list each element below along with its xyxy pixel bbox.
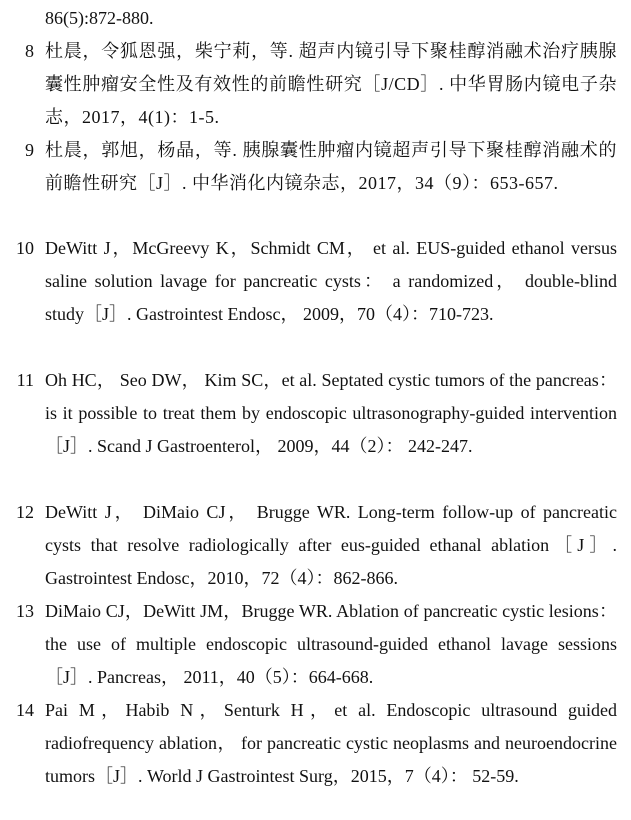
- reference-text: 杜晨，郭旭，杨晶，等. 胰腺囊性肿瘤内镜超声引导下聚桂醇消融术的前瞻性研究［J］. 中华消化内镜杂志，2017，34（9）：653-657.: [45, 140, 617, 193]
- reference-text: DeWitt J， DiMaio CJ， Brugge WR. Long-term follow-up of pancreatic cysts that resolve radiologically after eus-guided ethanal ablation［J］. Gastrointest Endosc，2010，72（4）：862-866.: [45, 502, 617, 588]
- reference-number: 10: [16, 238, 34, 258]
- reference-number: 14: [16, 700, 34, 720]
- reference-number: 12: [16, 502, 34, 522]
- reference-text: Oh HC， Seo DW， Kim SC，et al. Septated cystic tumors of the pancreas： is it possible to treat them by endoscopic ultrasonography-guided intervention［J］. Scand J Gastroenterol， 2009，44（2）： 242-247.: [45, 370, 617, 456]
- reference-text: 杜晨，令狐恩强，柴宁莉，等. 超声内镜引导下聚桂醇消融术治疗胰腺囊性肿瘤安全性及有效性的前瞻性研究［J/CD］. 中华胃肠内镜电子杂志，2017，4(1)：1-5.: [45, 41, 617, 127]
- reference-number: 13: [16, 601, 34, 621]
- reference-text: DeWitt J，McGreevy K，Schmidt CM， et al. EUS-guided ethanol versus saline solution lavage for pancreatic cysts： a randomized， double-blind study［J］. Gastrointest Endosc， 2009，70（4）：710-723.: [45, 238, 617, 324]
- reference-continuation: 86(5):872-880.: [45, 8, 154, 28]
- reference-number: 8: [25, 41, 34, 61]
- reference-number: 11: [16, 370, 34, 390]
- reference-text: Pai M，Habib N，Senturk H，et al. Endoscopic ultrasound guided radiofrequency ablation， for pancreatic cystic neoplasms and neuroendocrine tumors［J］. World J Gastrointest Surg，2015，7（4）： 52-59.: [45, 700, 617, 786]
- reference-text: DiMaio CJ，DeWitt JM，Brugge WR. Ablation of pancreatic cystic lesions： the use of multiple endoscopic ultrasound-guided ethanol lavage sessions［J］. Pancreas， 2011，40（5）：664-668.: [45, 601, 617, 687]
- reference-number: 9: [25, 140, 34, 160]
